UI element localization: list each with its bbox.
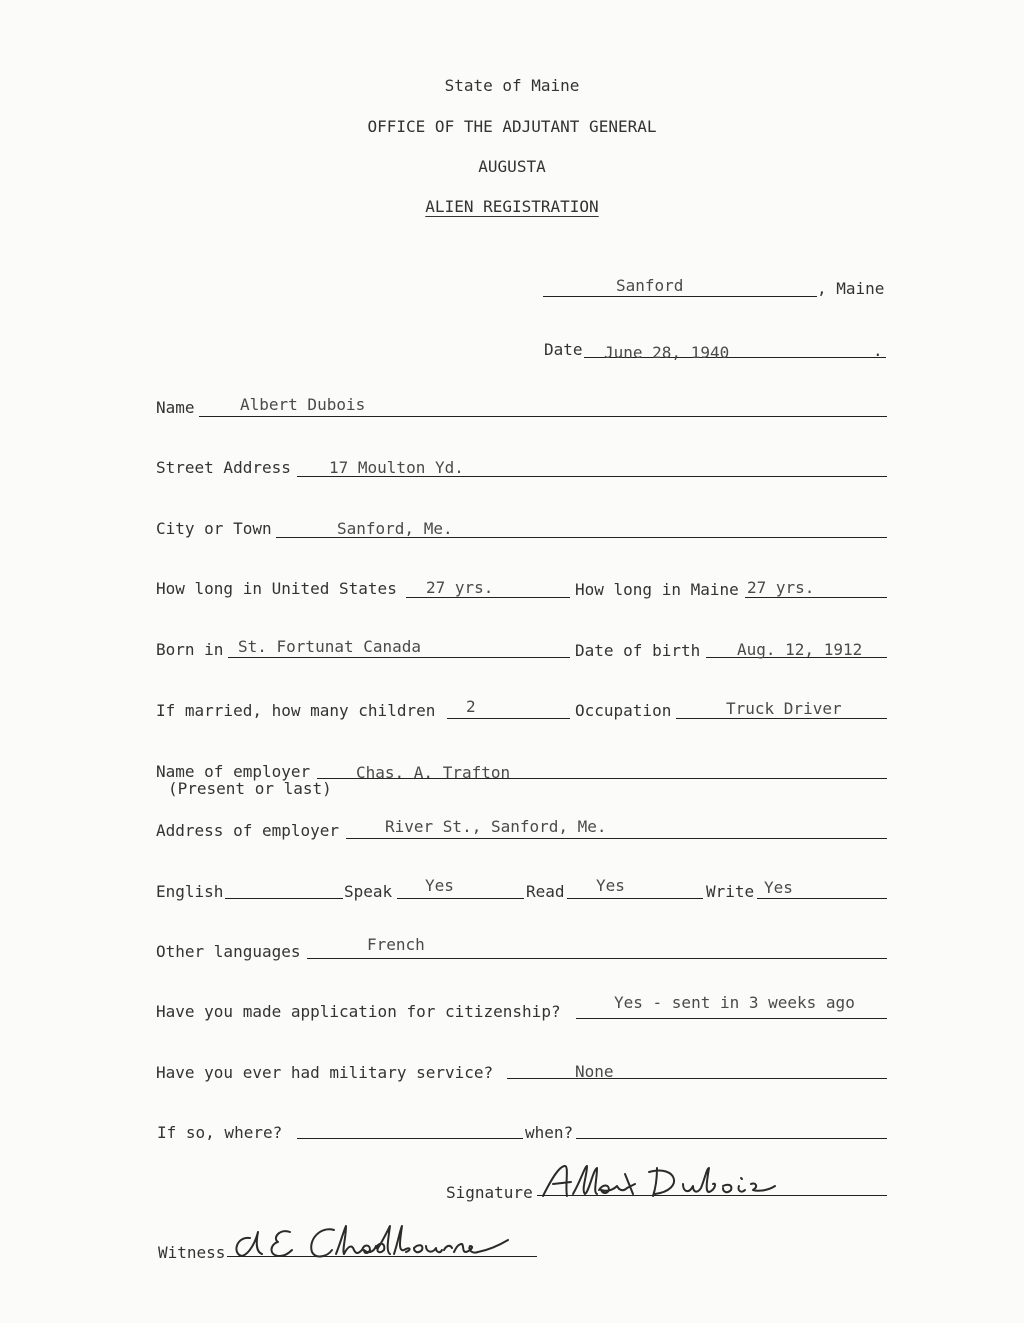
name-label: Name bbox=[156, 398, 195, 417]
citizenship-line bbox=[576, 1018, 887, 1019]
town-value: Sanford bbox=[616, 276, 684, 295]
when-line bbox=[576, 1138, 887, 1139]
speak-line bbox=[397, 898, 524, 899]
city-town-value: Sanford, Me. bbox=[337, 519, 453, 538]
speak-label: Speak bbox=[344, 882, 393, 901]
how-long-us-value: 27 yrs. bbox=[426, 578, 494, 597]
read-label: Read bbox=[526, 882, 565, 901]
city-town-label: City or Town bbox=[156, 519, 272, 538]
how-long-maine-value: 27 yrs. bbox=[747, 578, 815, 597]
english-line bbox=[225, 898, 343, 899]
military-line bbox=[507, 1078, 887, 1079]
citizenship-value: Yes - sent in 3 weeks ago bbox=[614, 993, 855, 1012]
when-label: when? bbox=[525, 1123, 574, 1142]
write-line bbox=[757, 898, 887, 899]
children-label: If married, how many children bbox=[156, 701, 436, 720]
how-long-maine-label: How long in Maine bbox=[575, 580, 739, 599]
read-line bbox=[567, 898, 703, 899]
date-period: . bbox=[873, 341, 883, 360]
header-city: AUGUSTA bbox=[478, 157, 546, 176]
english-label: English bbox=[156, 882, 224, 901]
other-languages-line bbox=[307, 958, 887, 959]
employer-label: Name of employer bbox=[156, 762, 311, 781]
other-languages-label: Other languages bbox=[156, 942, 301, 961]
date-label: Date bbox=[544, 340, 583, 359]
born-in-line bbox=[228, 657, 570, 658]
form-title: ALIEN REGISTRATION bbox=[425, 197, 599, 216]
name-value: Albert Dubois bbox=[240, 395, 366, 414]
citizenship-label: Have you made application for citizenship? bbox=[156, 1002, 561, 1021]
employer-address-label: Address of employer bbox=[156, 821, 340, 840]
signature-handwriting bbox=[537, 1160, 787, 1208]
employer-address-line bbox=[346, 838, 887, 839]
date-of-birth-label: Date of birth bbox=[575, 641, 701, 660]
occupation-line bbox=[676, 718, 887, 719]
street-address-label: Street Address bbox=[156, 458, 291, 477]
children-line bbox=[447, 718, 570, 719]
employer-value: Chas. A. Trafton bbox=[356, 763, 511, 782]
occupation-value: Truck Driver bbox=[726, 699, 842, 718]
military-label: Have you ever had military service? bbox=[156, 1063, 494, 1082]
other-languages-value: French bbox=[367, 935, 425, 954]
witness-handwriting bbox=[228, 1220, 518, 1270]
write-value: Yes bbox=[764, 878, 793, 897]
military-value: None bbox=[575, 1062, 614, 1081]
street-address-value: 17 Moulton Yd. bbox=[329, 458, 464, 477]
date-of-birth-value: Aug. 12, 1912 bbox=[737, 640, 863, 659]
born-in-value: St. Fortunat Canada bbox=[238, 637, 422, 656]
children-value: 2 bbox=[466, 697, 476, 716]
header-office: OFFICE OF THE ADJUTANT GENERAL bbox=[367, 117, 657, 136]
employer-sublabel: (Present or last) bbox=[168, 779, 332, 798]
witness-label: Witness bbox=[158, 1243, 226, 1262]
write-label: Write bbox=[706, 882, 755, 901]
where-line bbox=[297, 1138, 523, 1139]
how-long-us-line bbox=[406, 597, 570, 598]
town-line bbox=[543, 296, 817, 297]
name-line bbox=[199, 416, 887, 417]
employer-address-value: River St., Sanford, Me. bbox=[385, 817, 607, 836]
occupation-label: Occupation bbox=[575, 701, 672, 720]
where-label: If so, where? bbox=[157, 1123, 283, 1142]
header-state: State of Maine bbox=[444, 76, 580, 95]
state-suffix: , Maine bbox=[817, 279, 885, 298]
read-value: Yes bbox=[596, 876, 625, 895]
signature-label: Signature bbox=[446, 1183, 533, 1202]
born-in-label: Born in bbox=[156, 640, 224, 659]
how-long-us-label: How long in United States bbox=[156, 579, 397, 598]
date-value: June 28, 1940 bbox=[604, 343, 730, 362]
speak-value: Yes bbox=[425, 876, 454, 895]
how-long-maine-line bbox=[745, 597, 887, 598]
